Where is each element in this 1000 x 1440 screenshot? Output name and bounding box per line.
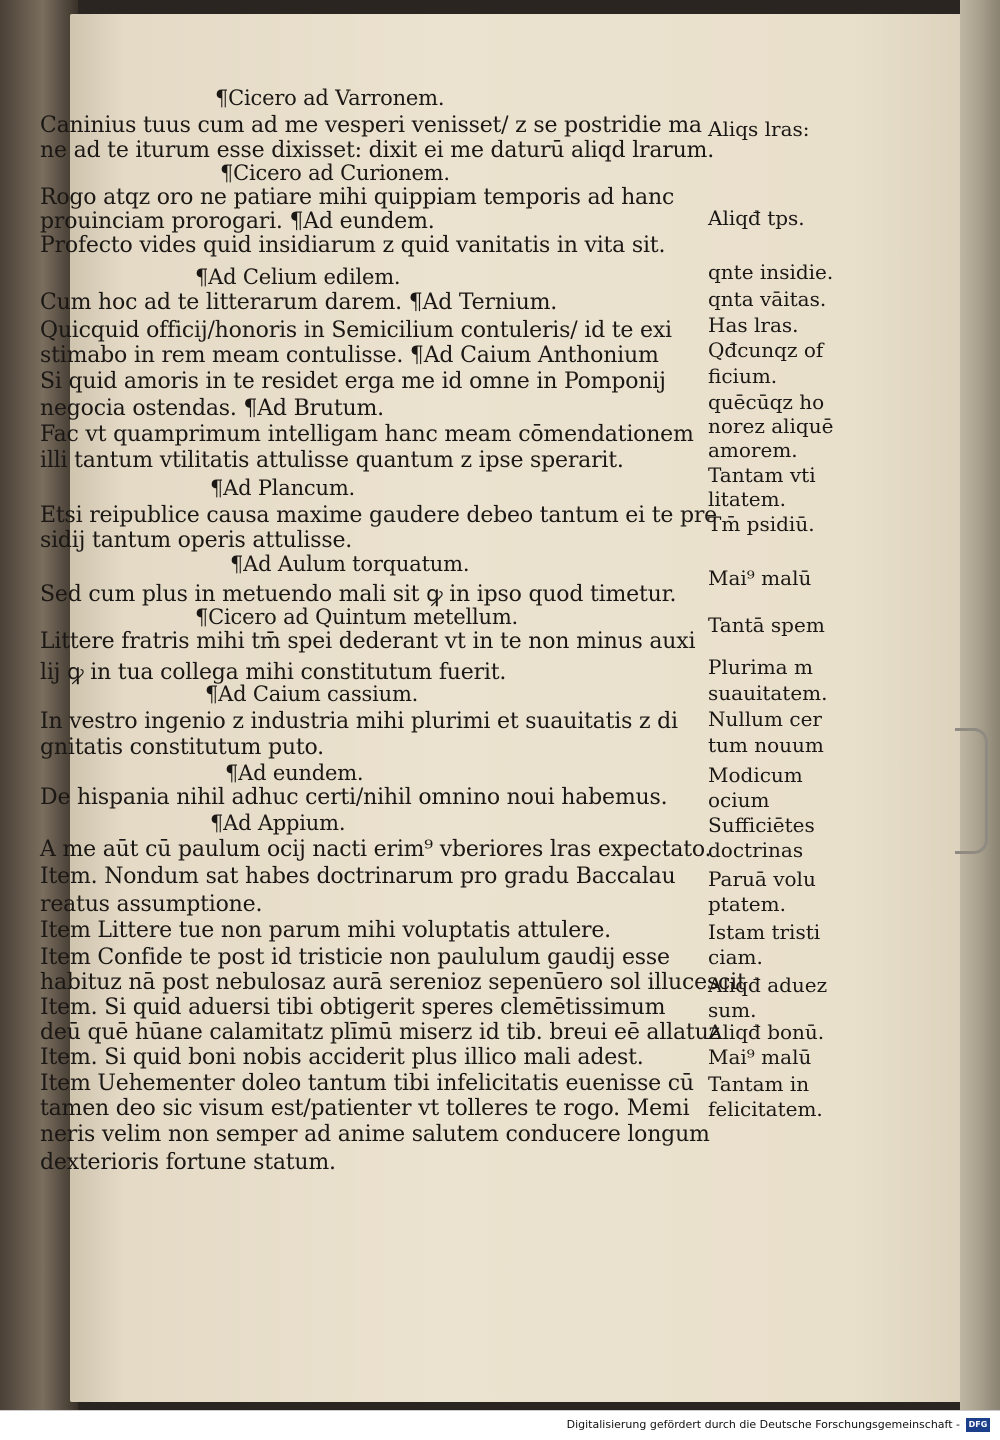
margin-note: ficium. (708, 364, 778, 388)
margin-note: suauitatem. (708, 681, 828, 705)
margin-note: Plurima m (708, 655, 813, 679)
text-line: stimabo in rem meam contulisse. ¶Ad Caium Anthonium (40, 343, 659, 368)
text-line: Item. Si quid boni nobis acciderit plus illico mali adest. (40, 1045, 644, 1070)
margin-note: Tantam in (708, 1072, 810, 1096)
text-line: deū quē hūane calamitatz plīmū miserz id tib. breui eē allatuz (40, 1020, 720, 1045)
margin-note: Tantam vti (708, 463, 816, 487)
dfg-logo: DFG (966, 1418, 990, 1432)
text-line: Item. Nondum sat habes doctrinarum pro gradu Baccalau (40, 864, 676, 889)
text-line: illi tantum vtilitatis attulisse quantum z ipse sperarit. (40, 448, 624, 473)
heading-line: ¶Cicero ad Curionem. (220, 161, 450, 185)
text-line: Si quid amoris in te residet erga me id omne in Pomponij (40, 369, 666, 394)
text-line: Littere fratris mihi tm̄ spei dederant vt in te non minus auxi (40, 629, 696, 654)
page-stack-edge (960, 0, 1000, 1410)
text-line: Cum hoc ad te litterarum darem. ¶Ad Ternium. (40, 290, 558, 315)
text-line: A me aūt cū paulum ocij nacti erim⁹ vberiores lras expectato. (40, 837, 712, 862)
heading-line: ¶Cicero ad Varronem. (215, 86, 445, 110)
paper-clip (955, 728, 988, 854)
margin-note: ptatem. (708, 892, 786, 916)
heading-line: ¶Cicero ad Quintum metellum. (195, 605, 519, 629)
text-line: dexterioris fortune statum. (40, 1150, 336, 1175)
text-line: sidij tantum operis attulisse. (40, 528, 353, 553)
margin-note: sum. (708, 998, 757, 1022)
text-line: Fac vt quamprimum intelligam hanc meam cōmendationem (40, 422, 694, 447)
margin-note: quēcūqz ho (708, 390, 825, 414)
text-line: Rogo atqz oro ne patiare mihi quippiam temporis ad hanc (40, 185, 675, 210)
text-line: gnitatis constitutum puto. (40, 735, 324, 760)
heading-line: ¶Ad Caium cassium. (205, 682, 419, 706)
margin-note: ciam. (708, 945, 763, 969)
margin-note: Paruā volu (708, 867, 816, 891)
margin-note: Aliqđ bonū. (708, 1020, 825, 1044)
text-line: reatus assumptione. (40, 892, 263, 917)
footer-bar (0, 1410, 1000, 1440)
margin-note: tum nouum (708, 733, 824, 757)
margin-note: amorem. (708, 438, 798, 462)
text-line: prouinciam prorogari. ¶Ad eundem. (40, 209, 435, 234)
margin-note: litatem. (708, 487, 786, 511)
text-line: Caninius tuus cum ad me vesperi venisset/ z se postridie ma (40, 113, 702, 138)
text-line: Sed cum plus in metuendo mali sit ꝙ in ipso quod timetur. (40, 582, 677, 607)
heading-line: ¶Ad Celium edilem. (195, 265, 401, 289)
margin-note: doctrinas (708, 838, 804, 862)
text-line: Profecto vides quid insidiarum z quid vanitatis in vita sit. (40, 233, 666, 258)
margin-note: Nullum cer (708, 707, 822, 731)
text-line: Quicquid officij/honoris in Semicilium contuleris/ id te exi (40, 318, 672, 343)
margin-note: Aliqđ aduez (708, 973, 828, 997)
text-line: tamen deo sic visum est/patienter vt tolleres te rogo. Memi (40, 1096, 690, 1121)
margin-note: Has lras. (708, 313, 799, 337)
margin-note: Tantā spem (708, 613, 825, 637)
heading-line: ¶Ad Appium. (210, 811, 346, 835)
heading-line: ¶Ad Aulum torquatum. (230, 552, 470, 576)
margin-note: Tm̄ psidiū. (708, 512, 815, 536)
text-line: negocia ostendas. ¶Ad Brutum. (40, 396, 384, 421)
margin-note: Istam tristi (708, 920, 821, 944)
text-line: Item Uehementer doleo tantum tibi infelicitatis euenisse cū (40, 1071, 694, 1096)
margin-note: ocium (708, 788, 770, 812)
margin-note: Mai⁹ malū (708, 566, 812, 590)
margin-note: Aliqs lras: (708, 117, 810, 141)
heading-line: ¶Ad Plancum. (210, 476, 356, 500)
text-line: In vestro ingenio z industria mihi plurimi et suauitatis z di (40, 709, 678, 734)
text-line: De hispania nihil adhuc certi/nihil omnino noui habemus. (40, 785, 668, 810)
text-line: neris velim non semper ad anime salutem conducere longum (40, 1122, 710, 1147)
text-line: lij ꝙ in tua collega mihi constitutum fuerit. (40, 660, 507, 685)
margin-note: Qđcunqz of (708, 338, 824, 362)
margin-note: Mai⁹ malū (708, 1045, 812, 1069)
text-line: ne ad te iturum esse dixisset: dixit ei me daturū aliqd lrarum. (40, 138, 714, 163)
text-line: Item Confide te post id tristicie non paululum gaudij esse (40, 945, 670, 970)
margin-note: Modicum (708, 763, 803, 787)
text-line: Etsi reipublice causa maxime gaudere debeo tantum ei te pre (40, 503, 717, 528)
heading-line: ¶Ad eundem. (225, 761, 364, 785)
margin-note: norez aliquē (708, 414, 834, 438)
text-line: Item Littere tue non parum mihi voluptatis attulere. (40, 918, 611, 943)
margin-note: qnte insidie. (708, 260, 834, 284)
text-line: habituz nā post nebulosaz aurā serenioz sepenūero sol illucescit (40, 970, 746, 995)
dfg-credit: Digitalisierung gefördert durch die Deutsche Forschungsgemeinschaft - (566, 1418, 960, 1431)
margin-note: Aliqđ tps. (708, 206, 805, 230)
margin-note: Sufficiētes (708, 813, 815, 837)
margin-note: qnta vāitas. (708, 287, 827, 311)
text-line: Item. Si quid aduersi tibi obtigerit speres clemētissimum (40, 995, 666, 1020)
margin-note: felicitatem. (708, 1097, 823, 1121)
